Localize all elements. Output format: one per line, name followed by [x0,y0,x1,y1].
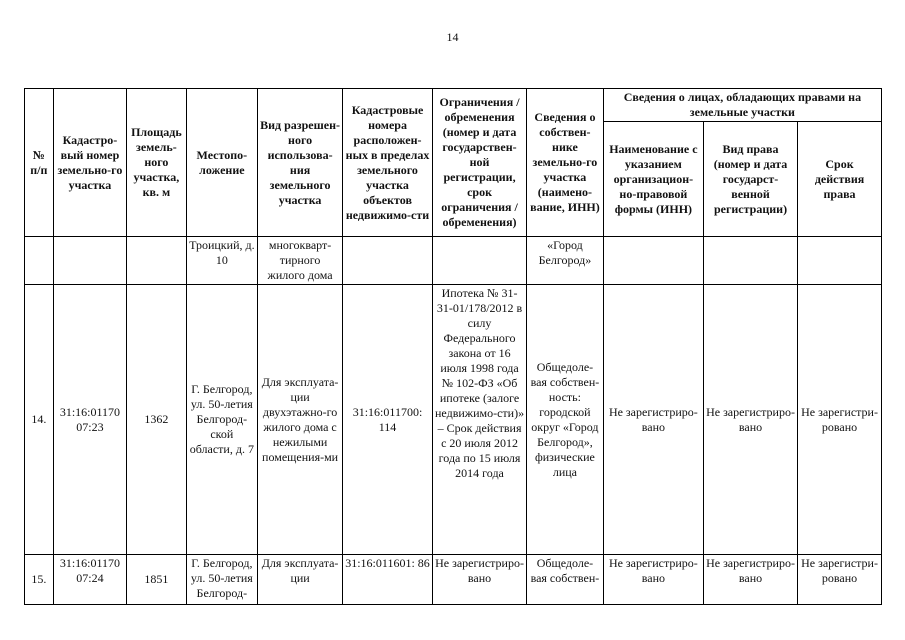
cell-restrictions: Не зарегистриро-вано [433,555,527,605]
cell-objects [343,237,433,285]
header-term: Срок действия права [798,122,882,237]
cell-restrictions [433,237,527,285]
header-owner: Сведения о собствен-нике земельно-го участка (наимено-вание, ИНН) [527,89,604,237]
table-row [25,555,882,605]
header-permitted-use: Вид разрешен-ного использова-ния земельного участка [258,89,343,237]
cell-org-name [603,237,703,285]
cell-right-type: Не зарегистриро-вано [703,285,797,555]
cell-location: Троицкий, д. 10 [186,237,258,285]
table-header [25,89,882,237]
cell-owner: Общедоле-вая собствен-ность: городской округ «Город Белгород», физические лица [527,285,604,555]
header-objects: Кадастровые номера расположен-ных в пределах земельного участка объектов недвижимо-сти [343,89,433,237]
cell-permitted-use: Для эксплуата-ции двухэтажно-го жилого дома с нежилыми помещения-ми [258,285,343,555]
cell-permitted-use: Для эксплуата-ции [258,555,343,605]
cell-objects: 31:16:011700: 114 [343,285,433,555]
cell-num: 15. [25,555,54,605]
header-rights-group: Сведения о лицах, обладающих правами на земельные участки [603,89,881,122]
cell-restrictions: Ипотека № 31-31-01/178/2012 в силу Федерального закона от 16 июля 1998 года № 102-ФЗ «Об ипотеке (залоге недвижимо-сти)» – Срок действия с 20 июля 2012 года по 15 июля 2014 года [433,285,527,555]
cell-permitted-use: многокварт-тирного жилого дома [258,237,343,285]
cell-owner: «Город Белгород» [527,237,604,285]
cell-area: 1851 [127,555,186,605]
header-right-type: Вид права (номер и дата государст-венной регистрации) [703,122,797,237]
land-plots-table [24,88,882,605]
table-body [25,237,882,605]
cell-num: 14. [25,285,54,555]
cell-num [25,237,54,285]
cell-term: Не зарегистри-ровано [798,285,882,555]
header-num: № п/п [25,89,54,237]
header-cadastral: Кадастро-вый номер земельно-го участка [53,89,127,237]
header-org-name: Наименование с указанием организацион-но-правовой формы (ИНН) [603,122,703,237]
cell-location: Г. Белгород, ул. 50-летия Белгород-ской области, д. 7 [186,285,258,555]
cell-org-name: Не зарегистриро-вано [603,555,703,605]
cell-area [127,237,186,285]
header-location: Местопо-ложение [186,89,258,237]
cell-term: Не зарегистри-ровано [798,555,882,605]
page-number: 14 [446,30,459,44]
header-restrictions: Ограничения / обременения (номер и дата государствен-ной регистрации, срок ограничения / обременения) [433,89,527,237]
cell-cadastral: 31:16:01170 07:24 [53,555,127,605]
cell-cadastral [53,237,127,285]
cell-term [798,237,882,285]
table-row [25,237,882,285]
cell-owner: Общедоле-вая собствен- [527,555,604,605]
cell-area: 1362 [127,285,186,555]
land-plots-table-wrapper [24,88,882,605]
cell-cadastral: 31:16:01170 07:23 [53,285,127,555]
cell-objects: 31:16:011601: 86 [343,555,433,605]
header-area: Площадь земель-ного участка, кв. м [127,89,186,237]
cell-org-name: Не зарегистриро-вано [603,285,703,555]
cell-right-type [703,237,797,285]
cell-right-type: Не зарегистриро-вано [703,555,797,605]
cell-location: Г. Белгород, ул. 50-летия Белгород- [186,555,258,605]
table-row [25,285,882,555]
